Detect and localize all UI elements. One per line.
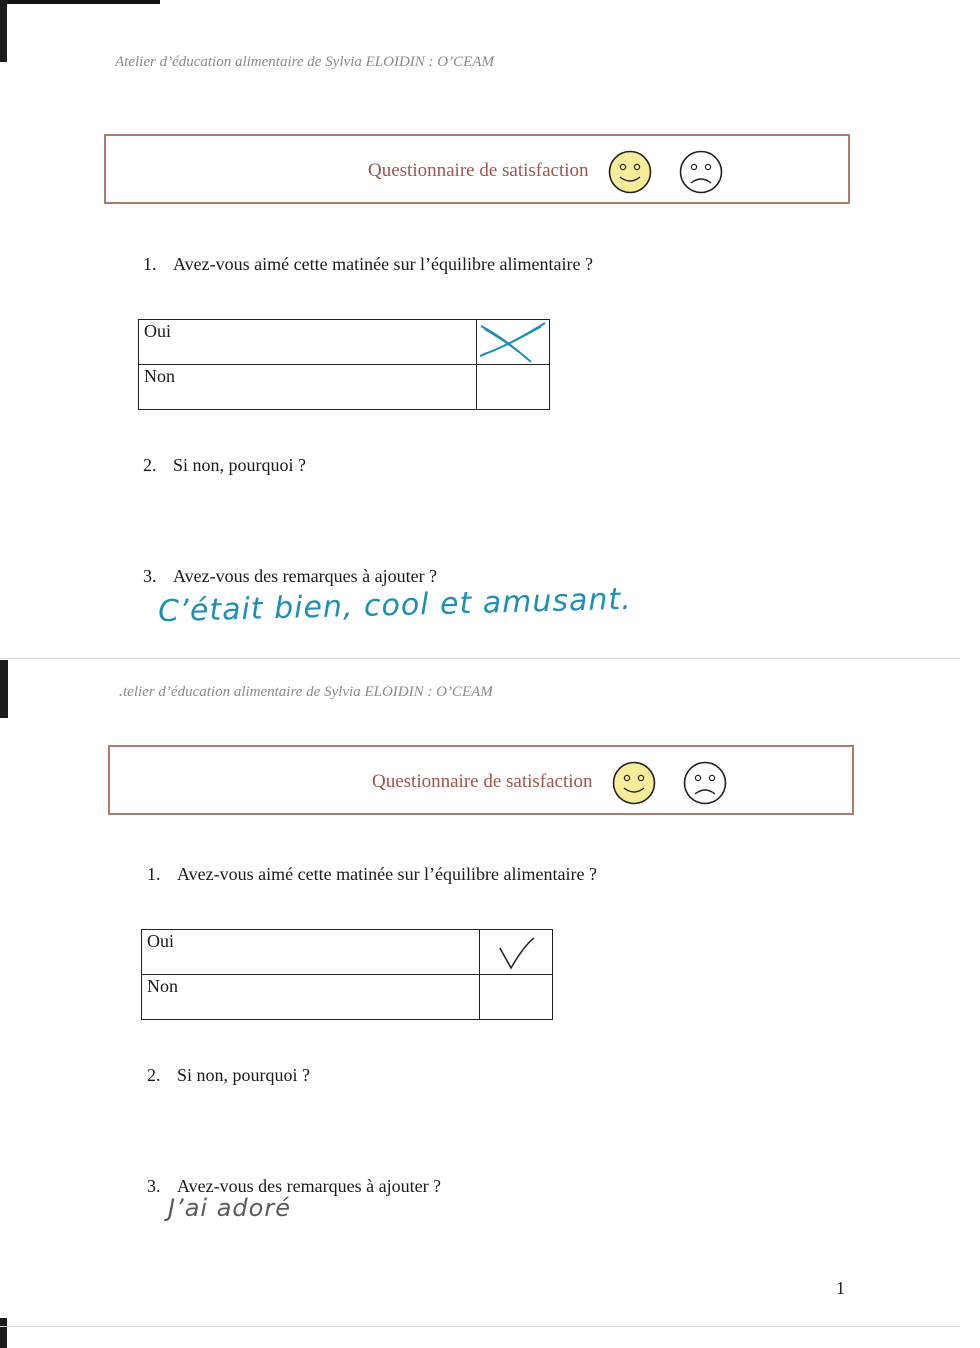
question-text: Si non, pourquoi ?	[177, 1065, 310, 1085]
scan-edge-left	[0, 1318, 7, 1348]
option-label-oui: Oui	[139, 320, 477, 365]
question-number: 3.	[147, 1176, 161, 1196]
title-box	[104, 134, 850, 204]
question-number: 1.	[147, 864, 161, 884]
table-row	[139, 365, 550, 410]
happy-face-icon	[608, 150, 652, 194]
question-3	[143, 566, 437, 587]
question-2	[143, 455, 306, 476]
table-row	[139, 320, 550, 365]
table-row	[142, 930, 553, 975]
page-title: Questionnaire de satisfaction	[372, 771, 593, 792]
handwritten-remark: J’ai adoré	[168, 1194, 291, 1222]
sheet-header: ․telier d’éducation alimentaire de Sylvia ELOIDIN : O’CEAM	[118, 684, 493, 700]
question-number: 2.	[147, 1065, 161, 1085]
cross-mark-icon	[477, 320, 549, 364]
sad-face-icon	[679, 150, 723, 194]
question-text: Avez-vous aimé cette matinée sur l’équilibre alimentaire ?	[177, 864, 597, 884]
questionnaire-sheet-1	[0, 0, 980, 660]
answer-table	[141, 929, 553, 1020]
sad-face-icon	[683, 761, 727, 805]
question-text: Avez-vous des remarques à ajouter ?	[177, 1176, 442, 1196]
checkbox-oui[interactable]	[480, 930, 553, 975]
sheet-header: Atelier d’éducation alimentaire de Sylvia ELOIDIN : O’CEAM	[115, 54, 494, 70]
checkbox-non[interactable]	[477, 365, 550, 410]
questionnaire-sheet-2	[0, 626, 980, 1286]
option-label-non: Non	[139, 365, 477, 410]
sheet-divider	[0, 1326, 960, 1327]
option-label-non: Non	[142, 975, 480, 1020]
question-text: Avez-vous aimé cette matinée sur l’équilibre alimentaire ?	[173, 254, 593, 274]
question-1	[147, 864, 597, 885]
question-1	[143, 254, 593, 275]
happy-face-icon	[612, 761, 656, 805]
answer-table	[138, 319, 550, 410]
checkbox-non[interactable]	[480, 975, 553, 1020]
question-number: 3.	[143, 566, 157, 586]
question-number: 1.	[143, 254, 157, 274]
page-title: Questionnaire de satisfaction	[368, 160, 589, 181]
question-text: Avez-vous des remarques à ajouter ?	[173, 566, 438, 586]
question-text: Si non, pourquoi ?	[173, 455, 306, 475]
handwritten-remark: C’était bien, cool et amusant.	[157, 581, 633, 630]
checkbox-oui[interactable]	[477, 320, 550, 365]
check-mark-icon	[480, 930, 552, 974]
option-label-oui: Oui	[142, 930, 480, 975]
table-row	[142, 975, 553, 1020]
page-number: 1	[836, 1278, 845, 1298]
question-2	[147, 1065, 310, 1086]
question-number: 2.	[143, 455, 157, 475]
title-box	[108, 745, 854, 815]
